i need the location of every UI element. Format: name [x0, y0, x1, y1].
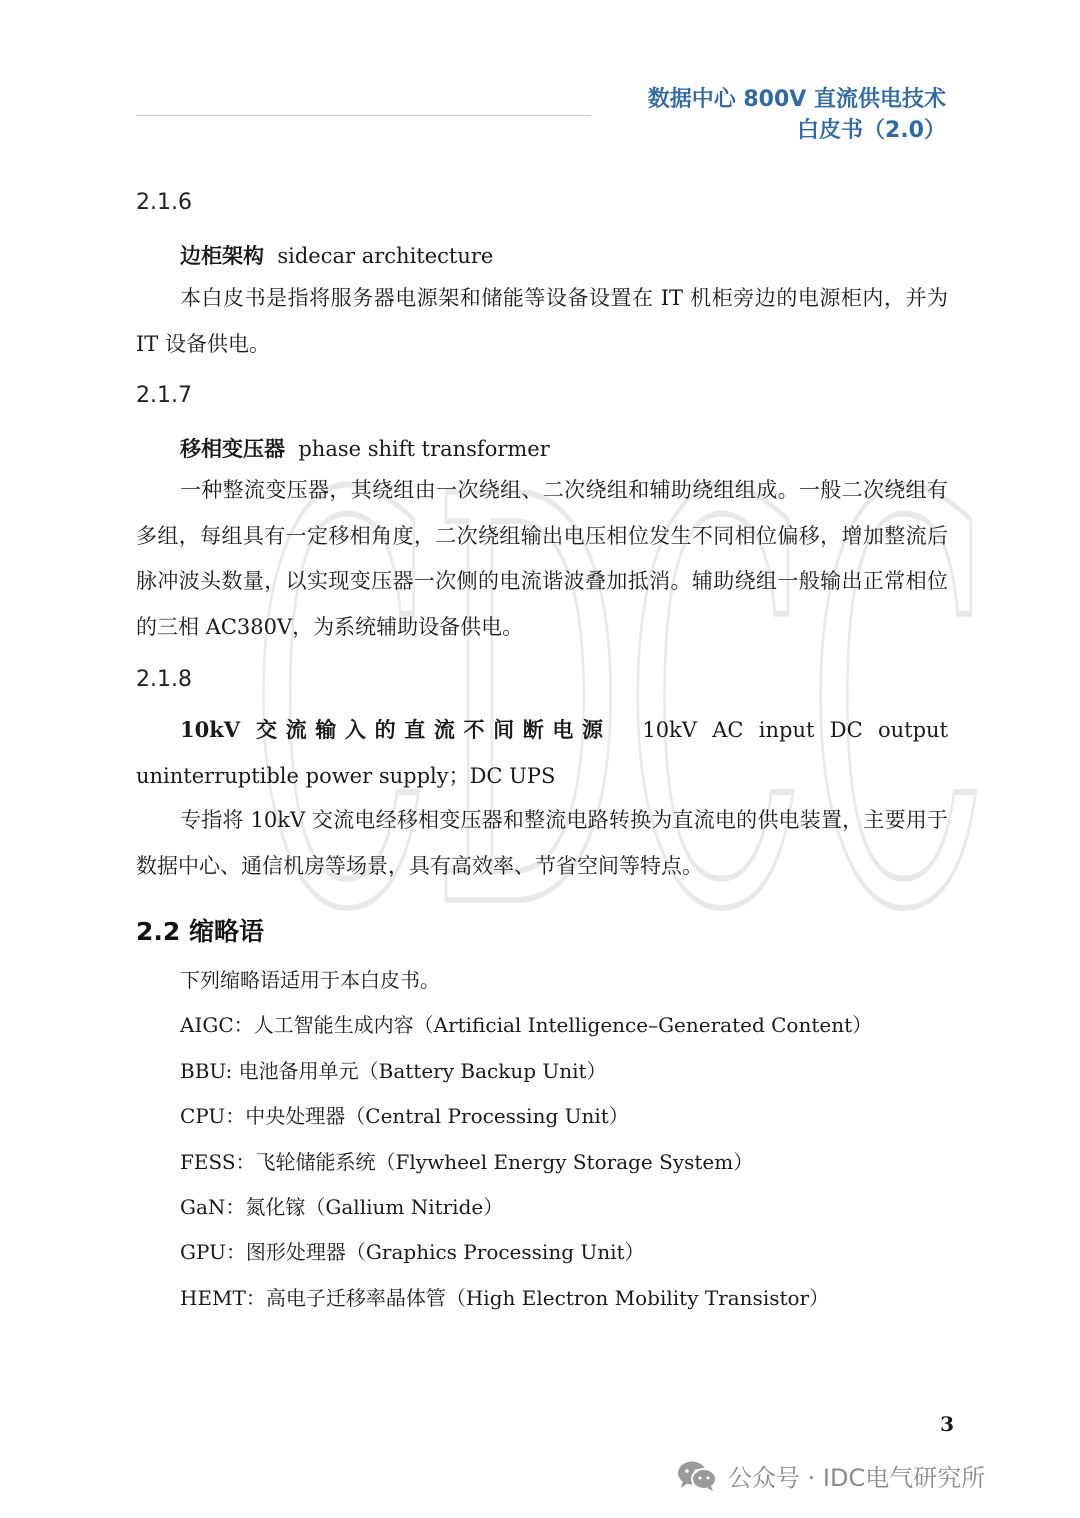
section-number: 2.1.6 — [136, 190, 192, 215]
term-definition: 一种整流变压器，其绕组由一次绕组、二次绕组和辅助绕组组成。一般二次绕组有多组，每组具有一定移相角度，二次绕组输出电压相位发生不同相位偏移，增加整流后脉冲波头数量，以实现变压器一次侧的电流谐波叠加抵消。辅助绕组一般输出正常相位的三相 AC380V，为系统辅助设备供电。 — [136, 478, 948, 639]
section-number: 2.1.7 — [136, 383, 192, 408]
wechat-icon — [676, 1459, 718, 1493]
term-english: phase shift transformer — [298, 437, 550, 461]
abbreviation-item: HEMT：高电子迁移率晶体管（High Electron Mobility Transistor） — [180, 1285, 830, 1310]
document-title — [648, 84, 946, 146]
term-heading — [180, 433, 550, 463]
term-english: 10kV AC input DC output uninterruptible power supply；DC UPS — [136, 718, 948, 788]
footer-account-text: 公众号 · IDC电气研究所 — [728, 1464, 986, 1492]
term-chinese: 边柜架构 — [180, 243, 264, 268]
abbreviation-item: CPU：中央处理器（Central Processing Unit） — [180, 1104, 629, 1129]
term-definition: 专指将 10kV 交流电经移相变压器和整流电路转换为直流电的供电装置，主要用于数据中心、通信机房等场景，具有高效率、节省空间等特点。 — [136, 808, 948, 878]
abbreviation-item: AIGC：人工智能生成内容（Artificial Intelligence–Generated Content） — [180, 1013, 873, 1038]
abbreviation-item: GaN：氮化镓（Gallium Nitride） — [180, 1194, 504, 1219]
term-definition: 本白皮书是指将服务器电源架和储能等设备设置在 IT 机柜旁边的电源柜内，并为 IT 设备供电。 — [136, 286, 948, 356]
term-chinese: 10kV 交流输入的直流不间断电源 — [180, 717, 612, 742]
wechat-account-watermark — [676, 1458, 985, 1493]
section-number: 2.1.8 — [136, 667, 192, 692]
abbreviation-item: GPU：图形处理器（Graphics Processing Unit） — [180, 1240, 645, 1265]
svg-text:CDCC: CDCC — [250, 381, 990, 980]
abbreviation-list — [180, 958, 872, 1321]
title-line-1: 数据中心 800V 直流供电技术 — [647, 87, 946, 112]
title-line-2: 白皮书（2.0） — [797, 118, 946, 143]
term-english: sidecar architecture — [277, 244, 494, 268]
header-rule — [136, 115, 591, 116]
term-heading — [180, 240, 493, 270]
term-heading — [136, 707, 948, 799]
abbreviation-item: FESS：飞轮储能系统（Flywheel Energy Storage System） — [180, 1149, 754, 1174]
section-heading: 2.2 缩略语 — [136, 917, 264, 946]
abbreviation-item: BBU: 电池备用单元（Battery Backup Unit） — [180, 1058, 607, 1083]
abbreviation-intro: 下列缩略语适用于本白皮书。 — [180, 968, 440, 992]
page-number: 3 — [940, 1412, 954, 1436]
term-chinese: 移相变压器 — [180, 436, 285, 461]
